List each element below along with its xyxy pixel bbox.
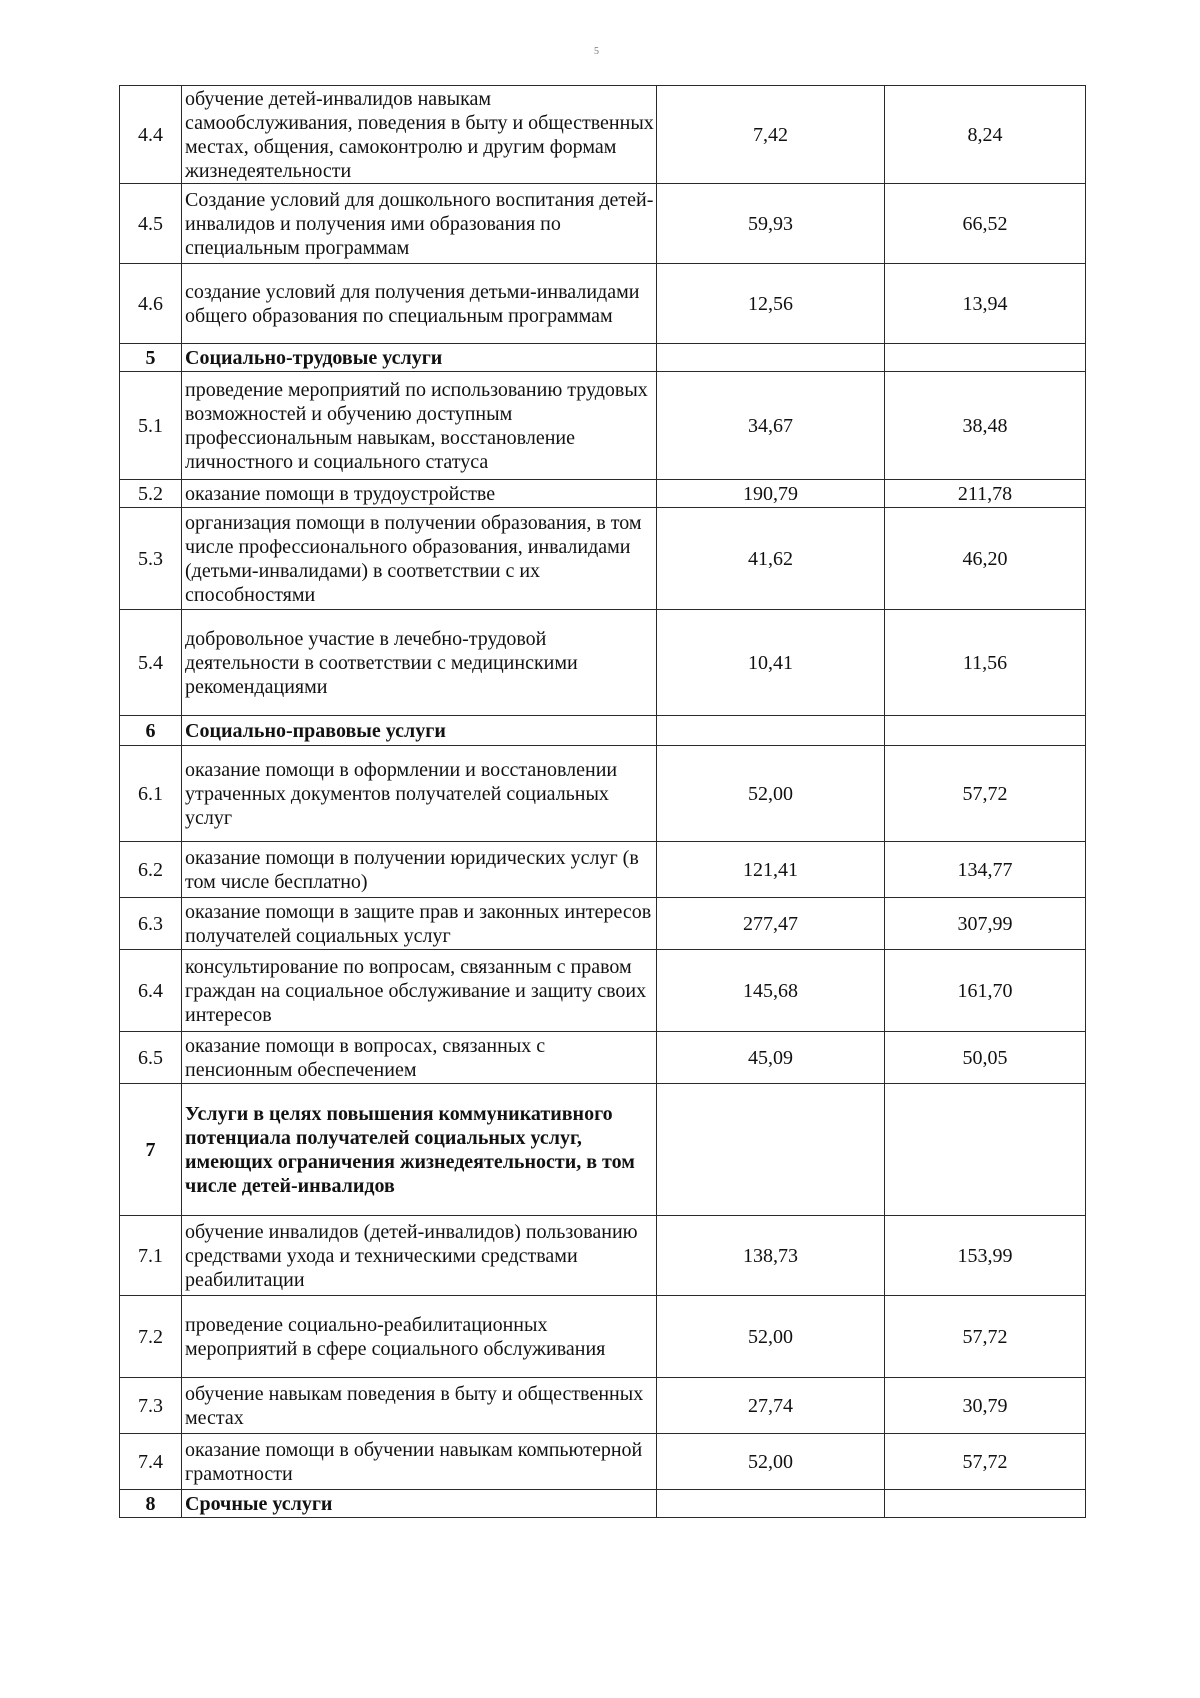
row-number: 7.1 <box>120 1216 182 1296</box>
table-row <box>120 264 1086 344</box>
table-row <box>120 480 1086 508</box>
value-column-1: 145,68 <box>657 950 885 1032</box>
value-column-1: 10,41 <box>657 610 885 716</box>
row-number: 7.2 <box>120 1296 182 1378</box>
value-column-2: 38,48 <box>885 372 1086 480</box>
value-column-1: 7,42 <box>657 86 885 184</box>
row-number: 6.5 <box>120 1032 182 1084</box>
service-name: оказание помощи в защите прав и законных интересов получателей социальных услуг <box>182 898 657 950</box>
row-number: 5.4 <box>120 610 182 716</box>
value-column-1: 41,62 <box>657 508 885 610</box>
value-column-1: 45,09 <box>657 1032 885 1084</box>
value-column-2: 11,56 <box>885 610 1086 716</box>
service-name: создание условий для получения детьми-инвалидами общего образования по специальным программам <box>182 264 657 344</box>
value-column-1: 121,41 <box>657 842 885 898</box>
row-number: 4.4 <box>120 86 182 184</box>
row-number: 6.3 <box>120 898 182 950</box>
row-number: 4.5 <box>120 184 182 264</box>
value-column-2: 57,72 <box>885 746 1086 842</box>
value-column-1: 12,56 <box>657 264 885 344</box>
section-number: 5 <box>120 344 182 372</box>
value-column-1 <box>657 1490 885 1518</box>
section-title: Услуги в целях повышения коммуникативного потенциала получателей социальных услуг, имеющих ограничения жизнедеятельности, в том числе детей-инвалидов <box>182 1084 657 1216</box>
row-number: 4.6 <box>120 264 182 344</box>
value-column-1: 52,00 <box>657 746 885 842</box>
value-column-1: 27,74 <box>657 1378 885 1434</box>
value-column-2 <box>885 1084 1086 1216</box>
value-column-1 <box>657 716 885 746</box>
value-column-2: 153,99 <box>885 1216 1086 1296</box>
table-row <box>120 898 1086 950</box>
value-column-2: 8,24 <box>885 86 1086 184</box>
table-row <box>120 1434 1086 1490</box>
row-number: 6.1 <box>120 746 182 842</box>
section-header-row <box>120 716 1086 746</box>
value-column-1: 34,67 <box>657 372 885 480</box>
table-row <box>120 746 1086 842</box>
value-column-1: 277,47 <box>657 898 885 950</box>
service-name: оказание помощи в трудоустройстве <box>182 480 657 508</box>
service-name: оказание помощи в оформлении и восстановлении утраченных документов получателей социальных услуг <box>182 746 657 842</box>
value-column-1 <box>657 344 885 372</box>
row-number: 5.1 <box>120 372 182 480</box>
service-name: оказание помощи в обучении навыкам компьютерной грамотности <box>182 1434 657 1490</box>
section-header-row <box>120 1490 1086 1518</box>
section-title: Срочные услуги <box>182 1490 657 1518</box>
table-row <box>120 372 1086 480</box>
section-number: 6 <box>120 716 182 746</box>
service-name: консультирование по вопросам, связанным с правом граждан на социальное обслуживание и защиту своих интересов <box>182 950 657 1032</box>
value-column-2: 134,77 <box>885 842 1086 898</box>
service-name: оказание помощи в получении юридических услуг (в том числе бесплатно) <box>182 842 657 898</box>
section-title: Социально-правовые услуги <box>182 716 657 746</box>
table-row <box>120 1296 1086 1378</box>
table-row <box>120 184 1086 264</box>
service-name: Создание условий для дошкольного воспитания детей-инвалидов и получения ими образования по специальным программам <box>182 184 657 264</box>
table-row <box>120 950 1086 1032</box>
value-column-2: 13,94 <box>885 264 1086 344</box>
table-row <box>120 1216 1086 1296</box>
row-number: 7.4 <box>120 1434 182 1490</box>
section-title: Социально-трудовые услуги <box>182 344 657 372</box>
value-column-1: 52,00 <box>657 1434 885 1490</box>
value-column-2: 211,78 <box>885 480 1086 508</box>
service-name: обучение навыкам поведения в быту и общественных местах <box>182 1378 657 1434</box>
value-column-2 <box>885 1490 1086 1518</box>
table-row <box>120 1032 1086 1084</box>
table-row <box>120 1378 1086 1434</box>
value-column-1: 190,79 <box>657 480 885 508</box>
value-column-2: 161,70 <box>885 950 1086 1032</box>
service-name: оказание помощи в вопросах, связанных с пенсионным обеспечением <box>182 1032 657 1084</box>
service-name: организация помощи в получении образования, в том числе профессионального образования, инвалидами (детьми-инвалидами) в соответствии с их способностями <box>182 508 657 610</box>
service-name: проведение мероприятий по использованию трудовых возможностей и обучению доступным профессиональным навыкам, восстановление личностного и социального статуса <box>182 372 657 480</box>
value-column-2: 50,05 <box>885 1032 1086 1084</box>
value-column-2: 46,20 <box>885 508 1086 610</box>
value-column-1 <box>657 1084 885 1216</box>
table-row <box>120 610 1086 716</box>
page-number: 5 <box>594 46 599 57</box>
value-column-1: 59,93 <box>657 184 885 264</box>
value-column-2: 57,72 <box>885 1434 1086 1490</box>
services-tariff-table <box>119 85 1086 1518</box>
value-column-2: 307,99 <box>885 898 1086 950</box>
service-name: добровольное участие в лечебно-трудовой деятельности в соответствии с медицинскими рекомендациями <box>182 610 657 716</box>
row-number: 5.3 <box>120 508 182 610</box>
table-row <box>120 842 1086 898</box>
section-number: 7 <box>120 1084 182 1216</box>
service-name: обучение детей-инвалидов навыкам самообслуживания, поведения в быту и общественных местах, общения, самоконтролю и другим формам жизнедеятельности <box>182 86 657 184</box>
table-row <box>120 508 1086 610</box>
value-column-2 <box>885 344 1086 372</box>
value-column-1: 52,00 <box>657 1296 885 1378</box>
section-number: 8 <box>120 1490 182 1518</box>
row-number: 7.3 <box>120 1378 182 1434</box>
row-number: 5.2 <box>120 480 182 508</box>
value-column-2 <box>885 716 1086 746</box>
service-name: проведение социально-реабилитационных мероприятий в сфере социального обслуживания <box>182 1296 657 1378</box>
value-column-2: 30,79 <box>885 1378 1086 1434</box>
table-row <box>120 86 1086 184</box>
value-column-2: 66,52 <box>885 184 1086 264</box>
value-column-2: 57,72 <box>885 1296 1086 1378</box>
section-header-row <box>120 1084 1086 1216</box>
row-number: 6.2 <box>120 842 182 898</box>
row-number: 6.4 <box>120 950 182 1032</box>
value-column-1: 138,73 <box>657 1216 885 1296</box>
section-header-row <box>120 344 1086 372</box>
service-name: обучение инвалидов (детей-инвалидов) пользованию средствами ухода и техническими средствами реабилитации <box>182 1216 657 1296</box>
